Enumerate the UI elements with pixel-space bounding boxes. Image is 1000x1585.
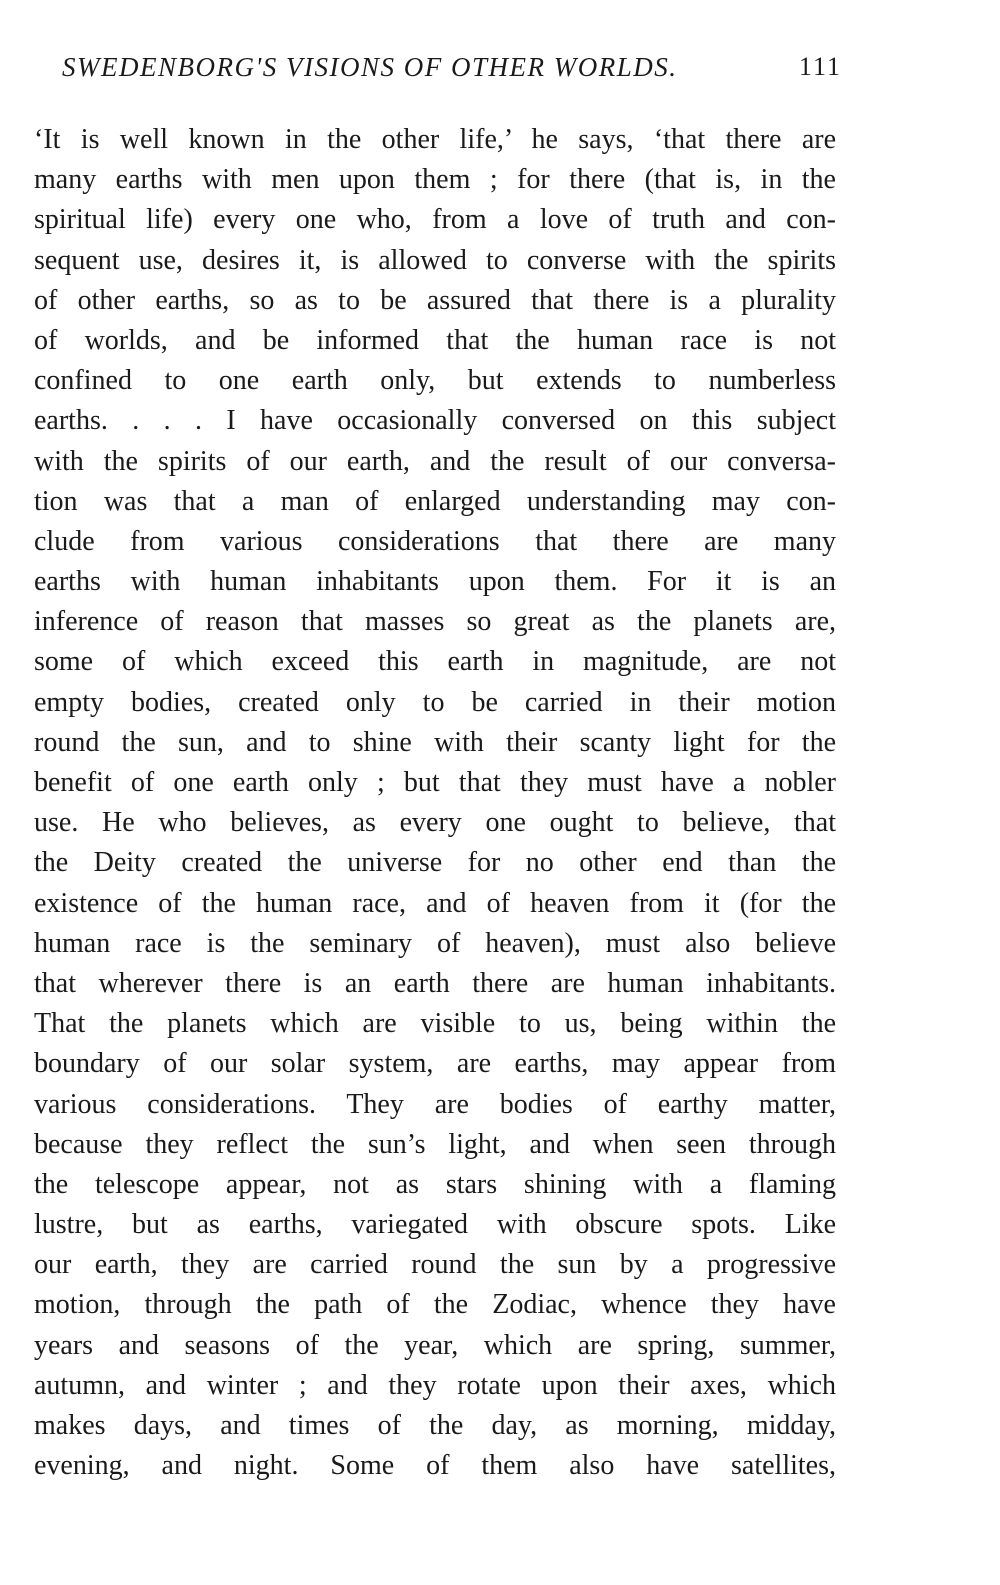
text-line: autumn, and winter ; and they rotate upon their axes, which bbox=[34, 1369, 836, 1401]
text-line: some of which exceed this earth in magnitude, are not bbox=[34, 646, 836, 678]
text-line: with the spirits of our earth, and the result of our conversa- bbox=[34, 445, 836, 477]
text-line: that wherever there is an earth there are human inhabitants. bbox=[34, 967, 836, 999]
text-line: tion was that a man of enlarged understanding may con- bbox=[34, 485, 836, 517]
text-line: earths with human inhabitants upon them. For it is an bbox=[34, 566, 836, 598]
text-line: boundary of our solar system, are earths, may appear from bbox=[34, 1048, 836, 1080]
page-number: 111 bbox=[798, 52, 842, 81]
text-line: of other earths, so as to be assured that there is a plurality bbox=[34, 284, 836, 316]
text-line: our earth, they are carried round the sun by a progressive bbox=[34, 1249, 836, 1281]
text-line: the telescope appear, not as stars shining with a flaming bbox=[34, 1168, 836, 1200]
running-title: SWEDENBORG'S VISIONS OF OTHER WORLDS. bbox=[62, 52, 678, 82]
text-line: earths. . . . I have occasionally conversed on this subject bbox=[34, 405, 836, 437]
text-line: clude from various considerations that there are many bbox=[34, 525, 836, 557]
text-line: evening, and night. Some of them also have satellites, bbox=[34, 1450, 836, 1482]
text-line: makes days, and times of the day, as morning, midday, bbox=[34, 1410, 836, 1441]
body-text bbox=[34, 120, 836, 1486]
text-line: use. He who believes, as every one ought to believe, that bbox=[34, 807, 836, 839]
text-line: of worlds, and be informed that the human race is not bbox=[34, 324, 836, 356]
text-line: benefit of one earth only ; but that they must have a nobler bbox=[34, 767, 836, 798]
text-line: ‘It is well known in the other life,’ he says, ‘that there are bbox=[34, 124, 836, 155]
text-line: human race is the seminary of heaven), must also believe bbox=[34, 927, 836, 959]
text-line: lustre, but as earths, variegated with obscure spots. Like bbox=[34, 1209, 836, 1241]
text-line: spiritual life) every one who, from a love of truth and con- bbox=[34, 204, 836, 236]
text-line: existence of the human race, and of heaven from it (for the bbox=[34, 887, 836, 919]
text-line: motion, through the path of the Zodiac, whence they have bbox=[34, 1289, 836, 1321]
text-line: sequent use, desires it, is allowed to converse with the spirits bbox=[34, 244, 836, 276]
text-line: inference of reason that masses so great as the planets are, bbox=[34, 606, 836, 638]
text-line: confined to one earth only, but extends to numberless bbox=[34, 365, 836, 397]
text-line: the Deity created the universe for no other end than the bbox=[34, 847, 836, 879]
text-line: round the sun, and to shine with their scanty light for the bbox=[34, 726, 836, 758]
text-line: empty bodies, created only to be carried in their motion bbox=[34, 686, 836, 718]
text-line: because they reflect the sun’s light, and when seen through bbox=[34, 1128, 836, 1160]
text-line: various considerations. They are bodies of earthy matter, bbox=[34, 1088, 836, 1120]
running-head bbox=[62, 52, 842, 92]
text-line: That the planets which are visible to us, being within the bbox=[34, 1008, 836, 1040]
text-line: many earths with men upon them ; for there (that is, in the bbox=[34, 164, 836, 196]
text-line: years and seasons of the year, which are spring, summer, bbox=[34, 1329, 836, 1361]
